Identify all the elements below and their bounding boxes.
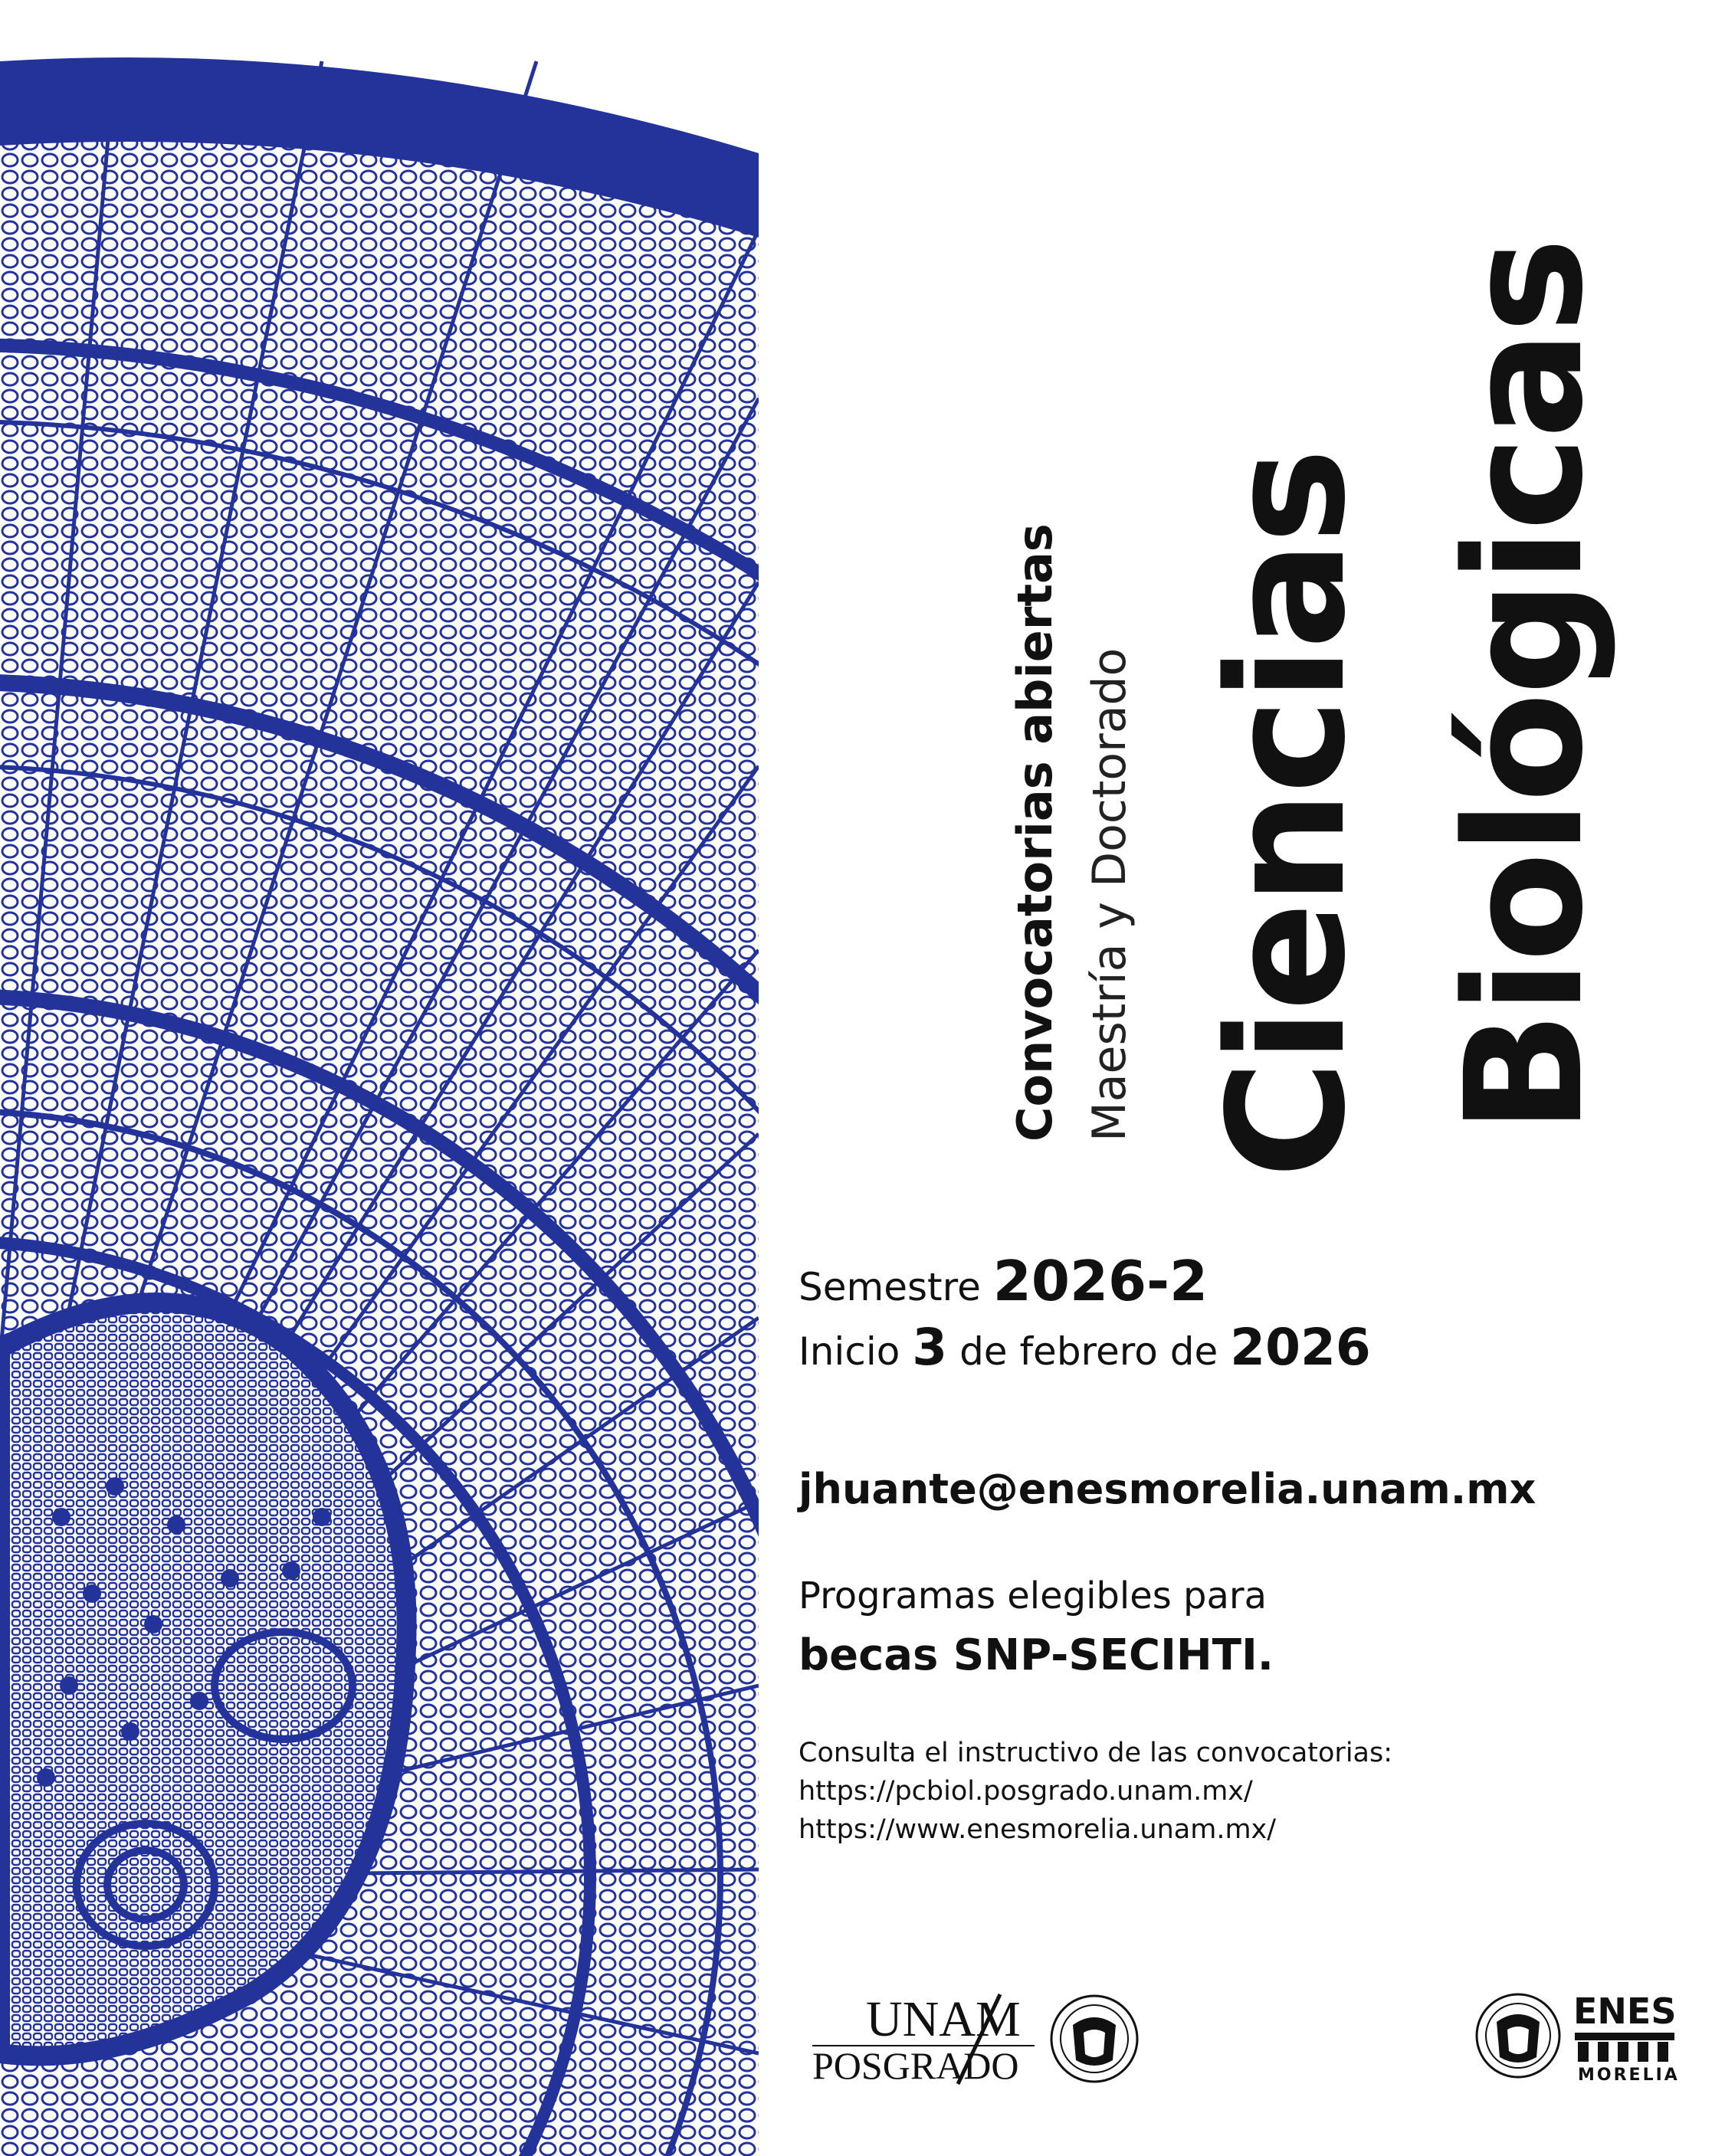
enes-logo-bottom-text: MORELIA	[1578, 2066, 1680, 2084]
columns-icon	[1575, 2033, 1674, 2062]
start-year: 2026	[1230, 1318, 1371, 1377]
unam-logo-top-text: UNAM	[866, 1991, 1021, 2047]
consult-instructions-text: Consulta el instructivo de las convocatorias:	[799, 1738, 1393, 1768]
plant-stem-micrograph-image	[0, 0, 759, 2156]
scholarships-text: becas SNP-SECIHTI.	[799, 1630, 1274, 1680]
contact-email[interactable]: jhuante@enesmorelia.unam.mx	[799, 1465, 1536, 1513]
start-month: de febrero de	[959, 1329, 1218, 1374]
title-line-2: Biológicas	[1431, 240, 1618, 1134]
programs-eligible-text: Programas elegibles para	[799, 1574, 1268, 1617]
unam-posgrado-logo	[805, 1988, 1157, 2088]
enes-logo-top-text: ENES	[1573, 1991, 1677, 2032]
pcbiol-url-link[interactable]: https://pcbiol.posgrado.unam.mx/	[799, 1776, 1253, 1807]
semester-value: 2026-2	[992, 1249, 1208, 1313]
start-label: Inicio	[799, 1329, 900, 1374]
semester-label: Semestre	[799, 1265, 981, 1309]
unam-logo-bottom-text: POSGRADO	[812, 2044, 1019, 2087]
enes-morelia-logo	[1475, 1988, 1682, 2084]
subtitle-degree-levels: Maestría y Doctorado	[1083, 647, 1136, 1142]
unam-seal-icon	[1051, 1996, 1137, 2082]
unam-seal-icon	[1477, 1994, 1559, 2077]
title-line-1: Ciencias	[1193, 451, 1381, 1178]
start-date-line	[799, 1318, 1371, 1377]
semester-line	[799, 1249, 1208, 1313]
enes-url-link[interactable]: https://www.enesmorelia.unam.mx/	[799, 1814, 1277, 1845]
subtitle-open-calls: Convocatorias abiertas	[1007, 523, 1063, 1142]
start-day: 3	[912, 1318, 948, 1377]
